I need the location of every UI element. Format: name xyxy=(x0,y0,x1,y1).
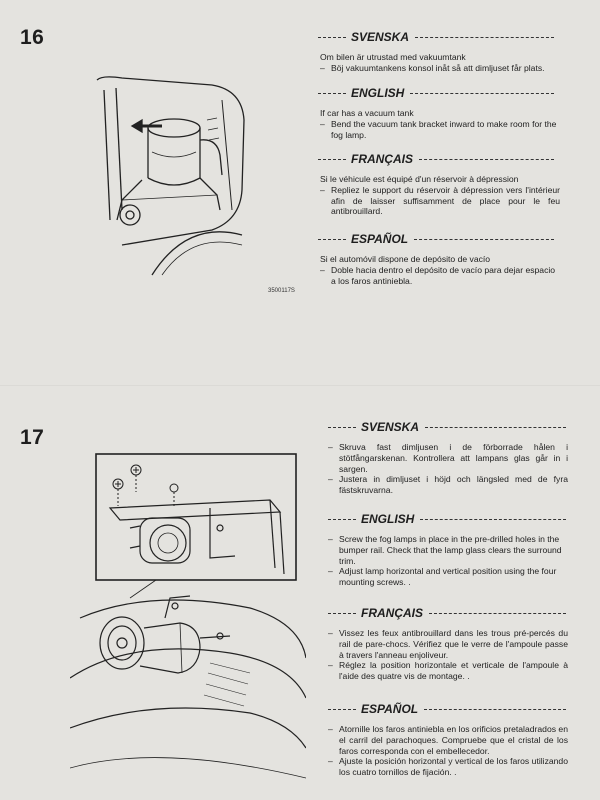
instruction-bullet: Réglez la position horizontale et verticale de l'ampoule à l'aide des quatre vis de montage. . xyxy=(339,660,568,682)
section-title: ENGLISH xyxy=(351,86,405,100)
condition-text: Si el automóvil dispone de depósito de vacío xyxy=(320,254,491,264)
condition-text: If car has a vacuum tank xyxy=(320,108,414,118)
page-fold-shadow xyxy=(0,385,600,386)
section-header-svenska xyxy=(318,30,554,44)
vacuum-tank-illustration xyxy=(92,60,252,280)
part-code-label: 3500117S xyxy=(268,288,295,294)
section-header-francais xyxy=(318,152,554,166)
section-header-espanol xyxy=(318,232,554,246)
instruction-bullet: Justera in dimljuset i höjd och längsled med de fyra fästskruvarna. xyxy=(339,474,568,496)
text-block-francais: Si le véhicule est équipé d'un réservoir à dépression – Repliez le support du réservoir à dépression vers l'intérieur afin de laisser suffisamment de place pour le feu antibrouillard. xyxy=(320,174,560,217)
instruction-bullet: Bend the vacuum tank bracket inward to make room for the fog lamp. xyxy=(331,118,557,140)
instruction-bullet: Ajuste la posición horizontal y vertical de los faros utilizando los cuatro tornillos de fijación. . xyxy=(339,756,568,778)
section-title: SVENSKA xyxy=(351,30,410,44)
section-title: ENGLISH xyxy=(361,512,415,526)
text-block-svenska: – Skruva fast dimljusen i de förborrade hålen i stötfångarskenan. Kontrollera att lampans glas går in i sargen. – Justera in dimljuset i höjd och längsled med de fyra fästskruvarna. xyxy=(328,442,568,496)
instruction-bullet: Skruva fast dimljusen i de förborrade hålen i stötfångarskenan. Kontrollera att lampans glas går in i sargen. xyxy=(339,442,568,474)
text-block-espanol: – Atornille los faros antiniebla en los orificios pretaladrados en el carril del parachoques. Compruebe que el cristal de los faros corresponda con el embellecedor. – Ajuste la posición horizontal y vertical de los faros utilizando los cuatro tornillos de fijación. . xyxy=(328,724,568,778)
text-block-english: If car has a vacuum tank – Bend the vacuum tank bracket inward to make room for the fog lamp. xyxy=(320,108,560,140)
section-header-francais xyxy=(328,606,566,620)
section-header-espanol xyxy=(328,702,566,716)
section-title: SVENSKA xyxy=(361,420,420,434)
instruction-bullet: Atornille los faros antiniebla en los orificios pretaladrados en el carril del parachoques. Compruebe que el cristal de los faros corresponda con el embellecedor. xyxy=(339,724,568,756)
step-number-17: 17 xyxy=(20,426,45,449)
section-header-english xyxy=(328,512,566,526)
text-block-english: – Screw the fog lamps in place in the pre-drilled holes in the bumper rail. Check that the lamp glass clears the surround trim. – Adjust lamp horizontal and vertical position using the four mounting screws. . xyxy=(328,534,568,588)
section-title: FRANÇAIS xyxy=(361,606,423,620)
text-block-svenska: Om bilen är utrustad med vakuumtank – Böj vakuumtankens konsol inåt så att dimljuset får plats. xyxy=(320,52,560,74)
step-number-16: 16 xyxy=(20,26,45,49)
instruction-bullet: Screw the fog lamps in place in the pre-drilled holes in the bumper rail. Check that the lamp glass clears the surround trim. xyxy=(339,534,562,566)
section-title: ESPAÑOL xyxy=(351,232,409,246)
section-title: FRANÇAIS xyxy=(351,152,413,166)
instruction-bullet: Böj vakuumtankens konsol inåt så att dimljuset får plats. xyxy=(331,62,545,73)
instruction-bullet: Repliez le support du réservoir à dépression vers l'intérieur afin de laisser suffisamment de place pour le feu antibrouillard. xyxy=(331,184,560,217)
text-block-espanol: Si el automóvil dispone de depósito de vacío – Doble hacia dentro el depósito de vacío para dejar espacio a los faros antiniebla. xyxy=(320,254,560,286)
text-block-francais: – Vissez les feux antibrouillard dans les trous pré-percés du rail de pare-chocs. Vérifiez que le verre de l'ampoule passe à travers l'anneau enjoliveur. – Réglez la position horizontale et verticale de l'ampoule à l'aide des quatre vis de montage. . xyxy=(328,628,568,682)
section-title: ESPAÑOL xyxy=(361,702,419,716)
instruction-bullet: Vissez les feux antibrouillard dans les trous pré-percés du rail de pare-chocs. Vérifiez que le verre de l'ampoule passe à travers l'anneau enjoliveur. xyxy=(339,628,568,660)
section-header-english xyxy=(318,86,554,100)
condition-text: Om bilen är utrustad med vakuumtank xyxy=(320,52,466,62)
fog-lamp-mounting-illustration xyxy=(70,448,306,788)
instruction-bullet: Doble hacia dentro el depósito de vacío para dejar espacio a los faros antiniebla. xyxy=(331,264,556,286)
instruction-bullet: Adjust lamp horizontal and vertical position using the four mounting screws. . xyxy=(339,566,557,588)
condition-text: Si le véhicule est équipé d'un réservoir à dépression xyxy=(320,174,519,184)
section-header-svenska xyxy=(328,420,566,434)
